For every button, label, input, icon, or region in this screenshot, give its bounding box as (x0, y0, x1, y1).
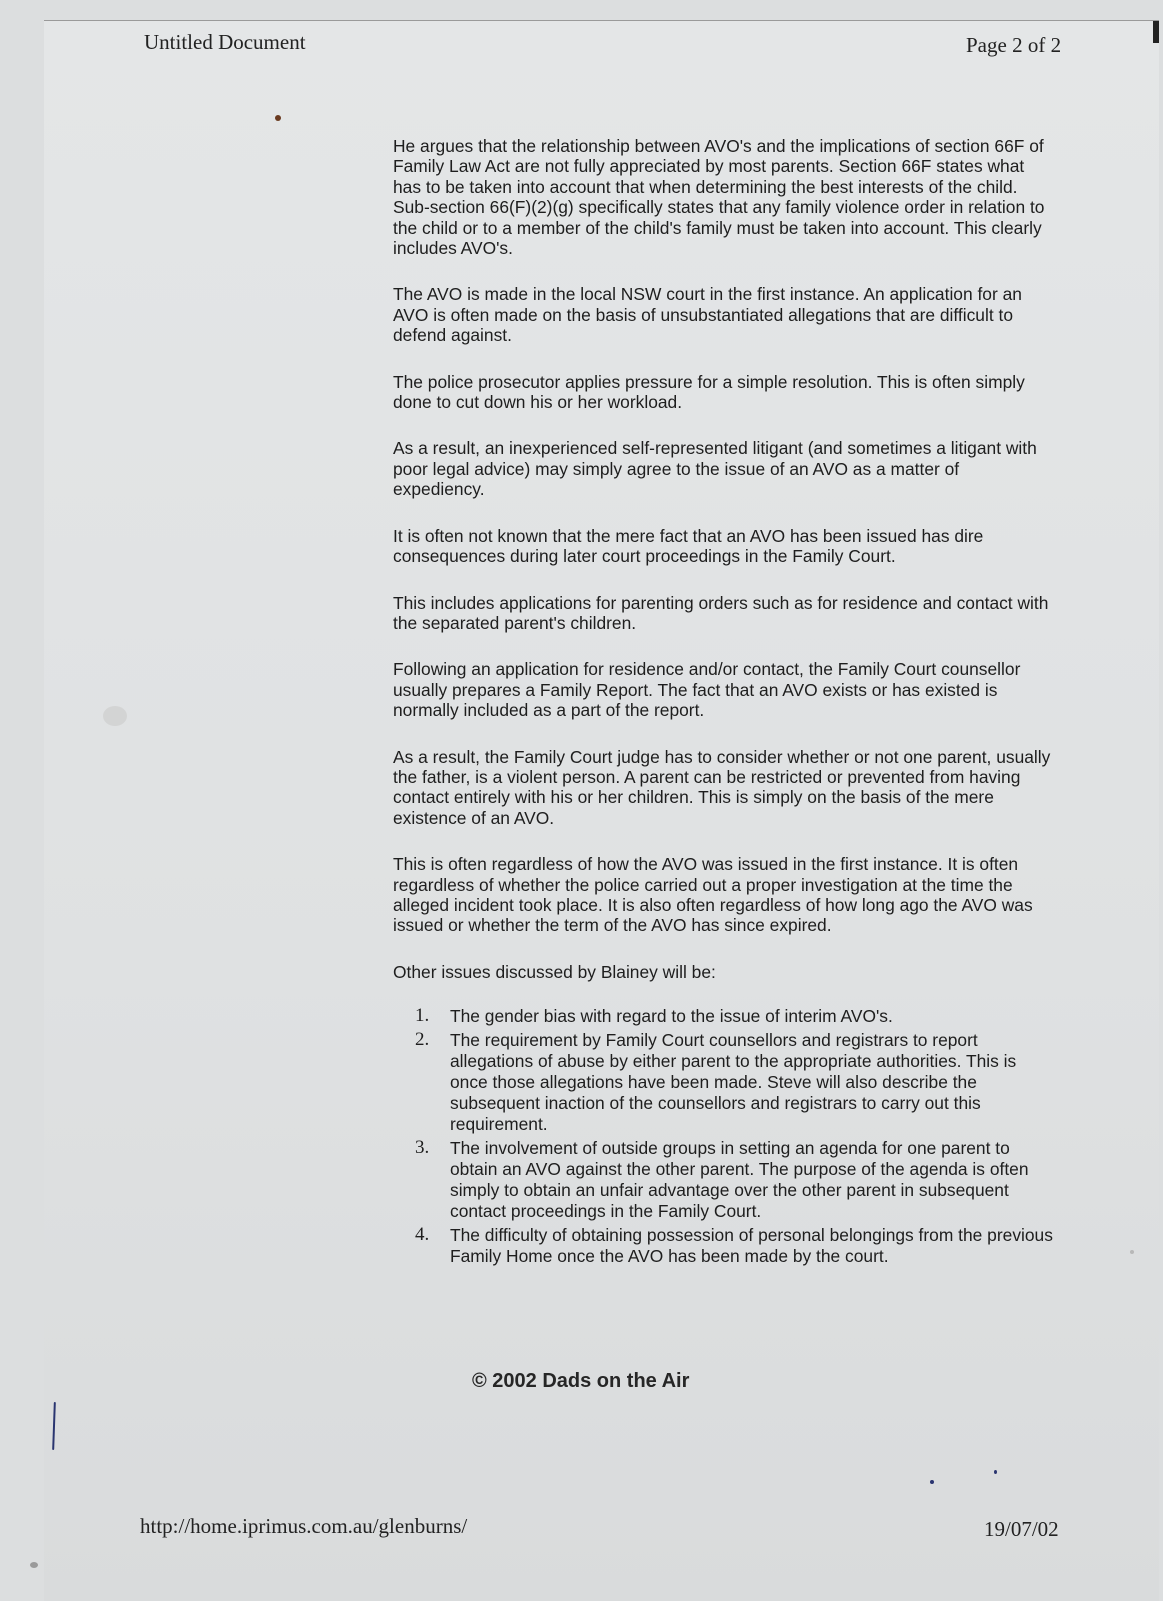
paragraph: As a result, an inexperienced self-represented litigant (and sometimes a litigant with poor legal advice) may simply agree to the issue of an AVO as a matter of expediency. (393, 438, 1037, 500)
list-number: 3. (415, 1137, 430, 1159)
scan-speck (30, 1562, 38, 1568)
paragraph: Following an application for residence and/or contact, the Family Court counsellor usually prepares a Family Report. The fact that an AVO exists or has existed is normally included as a part of the report. (393, 659, 1021, 721)
article-body (393, 136, 1053, 1270)
list-number: 2. (415, 1029, 430, 1051)
paragraph: It is often not known that the mere fact that an AVO has been issued has dire consequences during later court proceedings in the Family Court. (393, 525, 984, 567)
paragraph: This is often regardless of how the AVO was issued in the first instance. It is often regardless of whether the police carried out a proper investigation at the time the alleged incident took place. It is also often regardless of how long ago the AVO was issued or whether the term of the AVO has since expired. (393, 854, 1033, 936)
issues-list (393, 1006, 1053, 1267)
issues-intro: Other issues discussed by Blainey will be: (393, 961, 716, 982)
source-url: http://home.iprimus.com.au/glenburns/ (140, 1514, 468, 1538)
ink-speck (930, 1480, 934, 1484)
copyright-notice: © 2002 Dads on the Air (472, 1370, 690, 1392)
list-number: 4. (415, 1224, 430, 1246)
paragraph: He argues that the relationship between AVO's and the implications of section 66F of Family Law Act are not fully appreciated by most parents. Section 66F states what has to be taken into account that when determining the best interests of the child. Sub-section 66(F)(2)(g) specifically states that any family violence order in relation to the child or to a member of the child's family must be taken into account. This clearly includes AVO's. (393, 136, 1045, 259)
ink-speck (994, 1470, 997, 1474)
paragraph: This includes applications for parenting orders such as for residence and contact with the separated parent's children. (393, 592, 1049, 633)
list-item-text: The requirement by Family Court counsellors and registrars to report allegations of abuse by either parent to the appropriate authorities. This is once those allegations have been made. Steve will also describe the subsequent inaction of the counsellors and registrars to carry out this requirement. (450, 1030, 1017, 1135)
paragraph: As a result, the Family Court judge has to consider whether or not one parent, usually the father, is a violent person. A parent can be restricted or prevented from having contact entirely with his or her children. This is simply on the basis of the mere existence of an AVO. (393, 746, 1051, 828)
list-item (393, 1006, 1053, 1027)
document-title: Untitled Document (144, 30, 306, 54)
paragraph: The police prosecutor applies pressure for a simple resolution. This is often simply done to cut down his or her workload. (393, 371, 1025, 413)
scan-speck (1130, 1250, 1134, 1254)
page-edge-shadow (1153, 21, 1159, 43)
paragraph: The AVO is made in the local NSW court in the first instance. An application for an AVO is often made on the basis of unsubstantiated allegations that are difficult to defend against. (393, 284, 1022, 346)
list-item-text: The involvement of outside groups in setting an agenda for one parent to obtain an AVO against the other parent. The purpose of the agenda is often simply to obtain an unfair advantage over the other parent in subsequent contact proceedings in the Family Court. (450, 1138, 1029, 1222)
list-number: 1. (415, 1005, 430, 1027)
list-item (393, 1030, 1053, 1135)
list-item-text: The gender bias with regard to the issue of interim AVO's. (450, 1006, 893, 1027)
print-date: 19/07/02 (984, 1517, 1059, 1541)
ink-dot (275, 115, 281, 121)
page-number: Page 2 of 2 (966, 33, 1062, 57)
list-item-text: The difficulty of obtaining possession of personal belongings from the previous Family Home once the AVO has been made by the court. (450, 1225, 1053, 1267)
list-item (393, 1225, 1053, 1267)
list-item (393, 1138, 1053, 1222)
scan-smudge (103, 706, 127, 726)
